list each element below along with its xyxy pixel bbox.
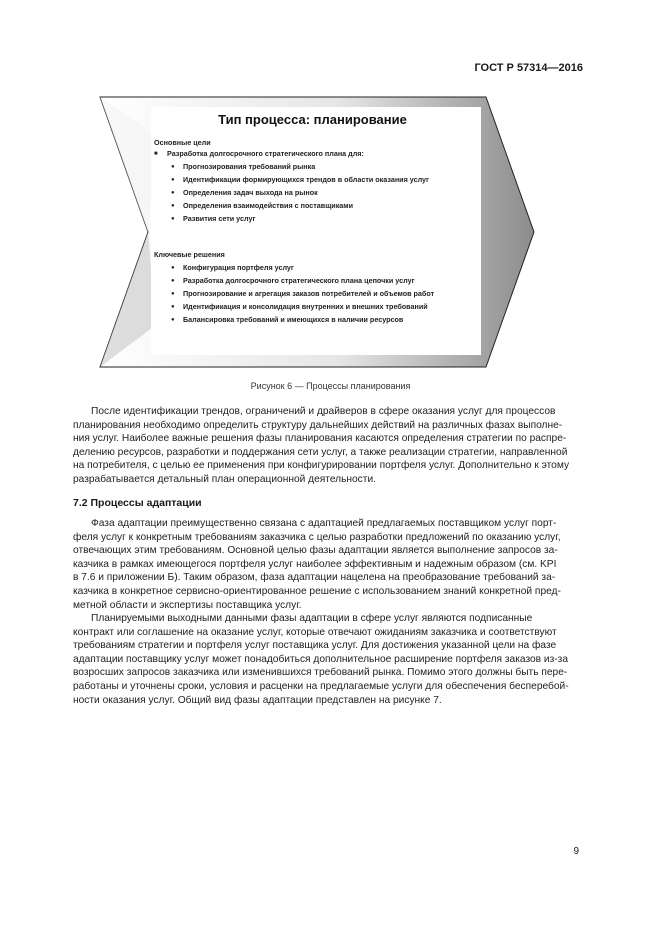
diagram-title: Тип процесса: планирование (218, 112, 407, 127)
text-line: Планируемыми выходными данными фазы адаптации в сфере услуг являются подписанные (91, 613, 533, 624)
decision-item: ● Балансировка требований и имеющихся в наличии ресурсов (154, 315, 453, 325)
text-line: ния услуг. Наиболее важные решения фазы планирования касаются определения стратегии по распре- (73, 433, 567, 445)
decisions-heading: Ключевые решения (154, 250, 225, 259)
figure-caption: Рисунок 6 — Процессы планирования (250, 381, 411, 391)
paragraph-2 (73, 517, 583, 612)
text-line: требованиям стратегии и портфеля услуг поставщика услуг. Для достижения указанной цели на фазе (73, 640, 557, 652)
goal-main: ■ Разработка долгосрочного стратегического плана для: (154, 149, 453, 159)
paragraph-3 (73, 612, 583, 707)
page-number: 9 (573, 846, 579, 857)
goal-item: ● Прогнозирования требований рынка (154, 162, 453, 172)
text-line: отвечающих этим требованиям. Основной целью фазы адаптации является выполнение запросов за- (73, 545, 558, 557)
decision-item: ● Конфигурация портфеля услуг (154, 263, 453, 273)
goal-item: ● Идентификации формирующихся трендов в области оказания услуг (154, 175, 453, 185)
decision-item: ● Прогнозирование и агрегация заказов потребителей и объемов работ (154, 289, 453, 299)
text-line: феля услуг к конкретным требованиям заказчика с целью разработки предложений по оказанию услуг, (73, 531, 561, 543)
text-line: возросших запросов заказчика или изменившихся требований рынка. Помимо этого должны быть пере- (73, 667, 568, 679)
decision-item: ● Идентификация и консолидация внутренних и внешних требований (154, 302, 453, 312)
paragraph-1 (73, 405, 583, 487)
text-line: в 7.6 и приложении Б). Таким образом, фаза адаптации нацелена на преобразование требований за- (73, 572, 556, 584)
diagram-content (150, 107, 475, 353)
goal-item: ● Развития сети услуг (154, 214, 453, 224)
text-line: казчика в конкретное сервисно-ориентированное решение с использованием знаний конкретной пред- (73, 585, 561, 597)
text-line: казчика в рамках имеющегося портфеля услуг наиболее эффективным и надежным образом (см. KPI (73, 558, 557, 570)
decisions-section (154, 250, 453, 325)
text-line: на потребителя, с целью ее применения при конфигурировании портфеля услуг. Дополнительно к этому (73, 460, 570, 472)
goals-heading: Основные цели (154, 138, 211, 147)
text-line: адаптации поставщику услуг может понадобиться дополнительное расширение портфеля заказов из-за (73, 653, 569, 665)
section-heading: 7.2 Процессы адаптации (73, 497, 202, 509)
goal-item: ● Определения взаимодействия с поставщиками (154, 201, 453, 211)
goals-section (154, 138, 453, 224)
text-line: разрабатывается детальный план операционной деятельности. (73, 473, 376, 485)
text-line: работаны и уточнены сроки, условия и расценки на предлагаемые услуги для обеспечения бесперебой- (73, 680, 569, 692)
text-line: метной области и экспертизы поставщика услуг. (73, 599, 302, 611)
text-line: ности оказания услуг. Общий вид фазы адаптации представлен на рисунке 7. (73, 694, 442, 706)
text-line: После идентификации трендов, ограничений и драйверов в сфере оказания услуг для процессов (91, 406, 556, 417)
decision-item: ● Разработка долгосрочного стратегического плана цепочки услуг (154, 276, 453, 286)
goal-item: ● Определения задач выхода на рынок (154, 188, 453, 198)
text-line: планирования необходимо определить структуру дальнейших действий на различных фазах выполне- (73, 419, 563, 431)
text-line: Фаза адаптации преимущественно связана с адаптацией предлагаемых поставщиком услуг порт- (91, 518, 557, 529)
text-line: делению ресурсов, разработки и поддержания сети услуг, а также реализации стратегии, направленной (73, 446, 568, 458)
document-code: ГОСТ Р 57314—2016 (474, 62, 583, 74)
text-line: контракт или соглашение на оказание услуг, которые отвечают ожиданиям заказчика и соответствуют (73, 626, 557, 638)
